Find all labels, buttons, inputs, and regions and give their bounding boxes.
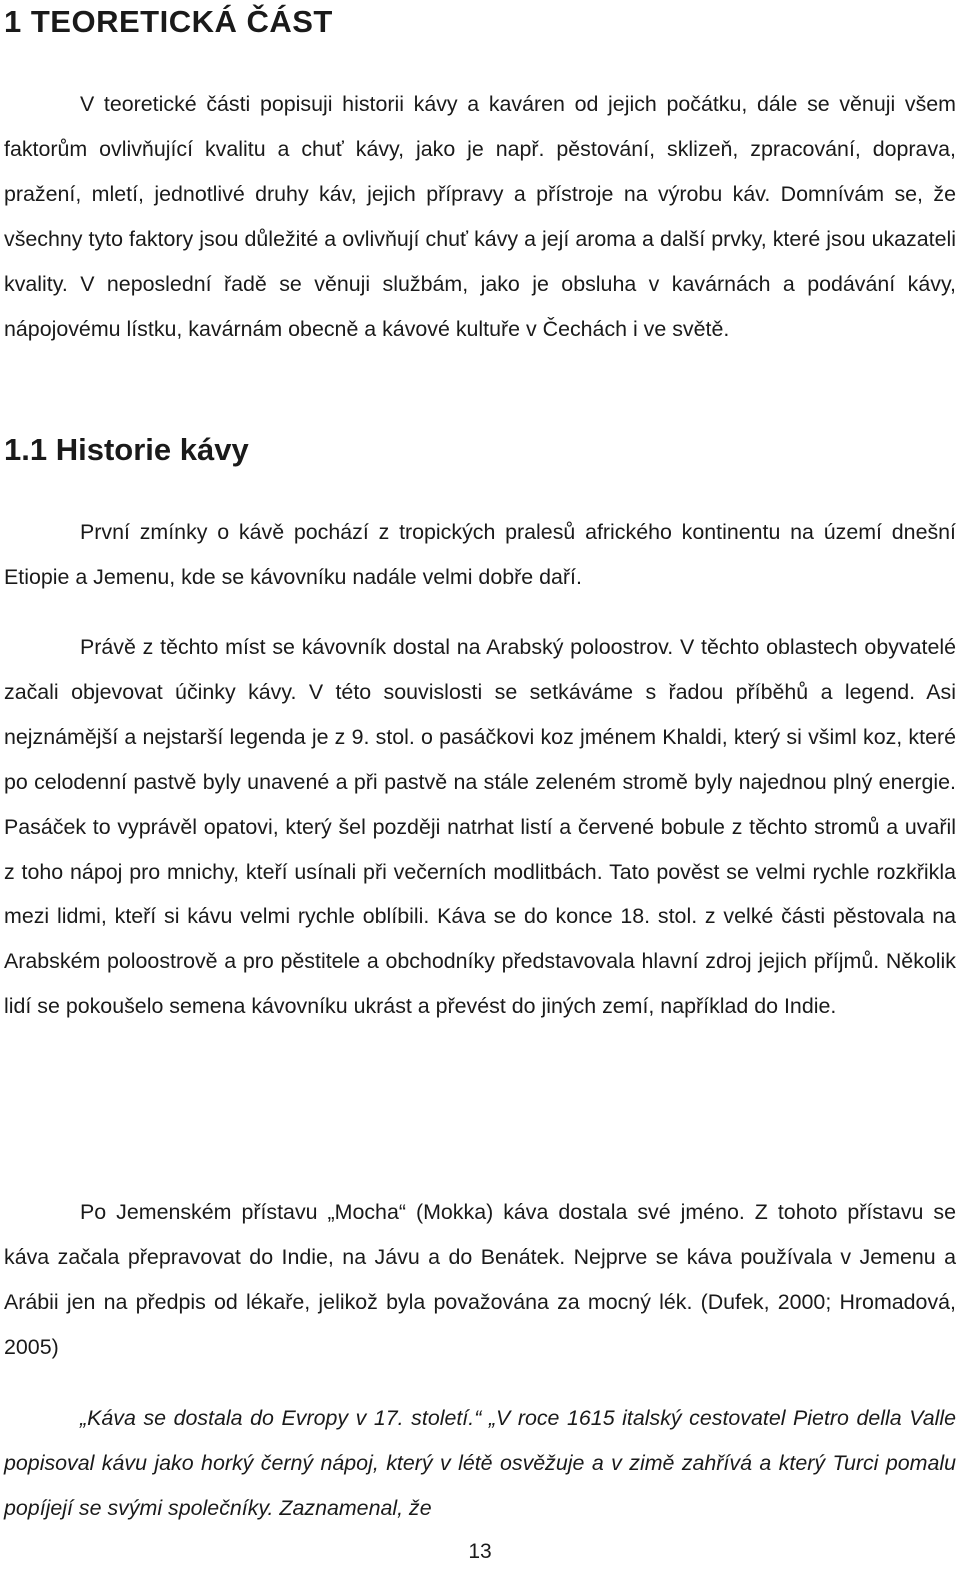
page-number: 13 bbox=[468, 1540, 492, 1563]
body-paragraph-3: Po Jemenském přístavu „Mocha“ (Mokka) káva dostala své jméno. Z tohoto přístavu se káva začala přepravovat do Indie, na Jávu a do Benátek. Nejprve se káva používala v Jemenu a Arábii jen na předpis od lékaře, jelikož byla považována za mocný lék. (Dufek, 2000; Hromadová, 2005) bbox=[4, 1200, 956, 1359]
body-paragraph-2: Právě z těchto míst se kávovník dostal na Arabský poloostrov. V těchto oblastech obyvatelé začali objevovat účinky kávy. V této souvislosti se setkáváme s řadou příběhů a legend. Asi nejznámější a nejstarší legenda je z 9. stol. o pasáčkovi koz jménem Khaldi, který si všiml koz, které po celodenní pastvě byly unavené a při pastvě na stále zeleném stromě byly najednou plný energie. Pasáček to vyprávěl opatovi, který šel později natrhat listí a červené bobule z těchto stromů a uvařil z toho nápoj pro mnichy, kteří usínali při večerních modlitbách. Tato pověst se velmi rychle rozkřikla mezi lidmi, kteří si kávu velmi rychle oblíbili. Káva se do konce 18. stol. z velké části pěstovala na Arabském poloostrově a pro pěstitele a obchodníky představovala hlavní zdroj jejich příjmů. Několik lidí se pokoušelo semena kávovníku ukrást a převést do jiných zemí, například do Indie. bbox=[4, 635, 956, 1019]
subsection-heading: 1.1 Historie kávy bbox=[4, 432, 249, 467]
intro-paragraph: V teoretické části popisuji historii kávy a kaváren od jejich počátku, dále se věnuji všem faktorům ovlivňující kvalitu a chuť kávy, jako je např. pěstování, sklizeň, zpracování, doprava, pražení, mletí, jednotlivé druhy káv, jejich přípravy a přístroje na výrobu káv. Domnívám se, že všechny tyto faktory jsou důležité a ovlivňují chuť kávy a její aroma a další prvky, které jsou ukazateli kvality. V neposlední řadě se věnuji službám, jako je obsluha v kavárnách a podávání kávy, nápojovému lístku, kavárnám obecně a kávové kultuře v Čechách i ve světě. bbox=[4, 92, 956, 341]
body-paragraph-1: První zmínky o kávě pochází z tropických pralesů afrického kontinentu na území dnešní Etiopie a Jemenu, kde se kávovníku nadále velmi dobře daří. bbox=[4, 520, 956, 589]
quote-paragraph: „Káva se dostala do Evropy v 17. století.“ „V roce 1615 italský cestovatel Pietro della Valle popisoval kávu jako horký černý nápoj, který v létě osvěžuje a v zimě zahřívá a který Turci pomalu popíjejí se svými společníky. Zaznamenal, že bbox=[4, 1406, 956, 1520]
section-heading: 1 TEORETICKÁ ČÁST bbox=[4, 4, 333, 39]
